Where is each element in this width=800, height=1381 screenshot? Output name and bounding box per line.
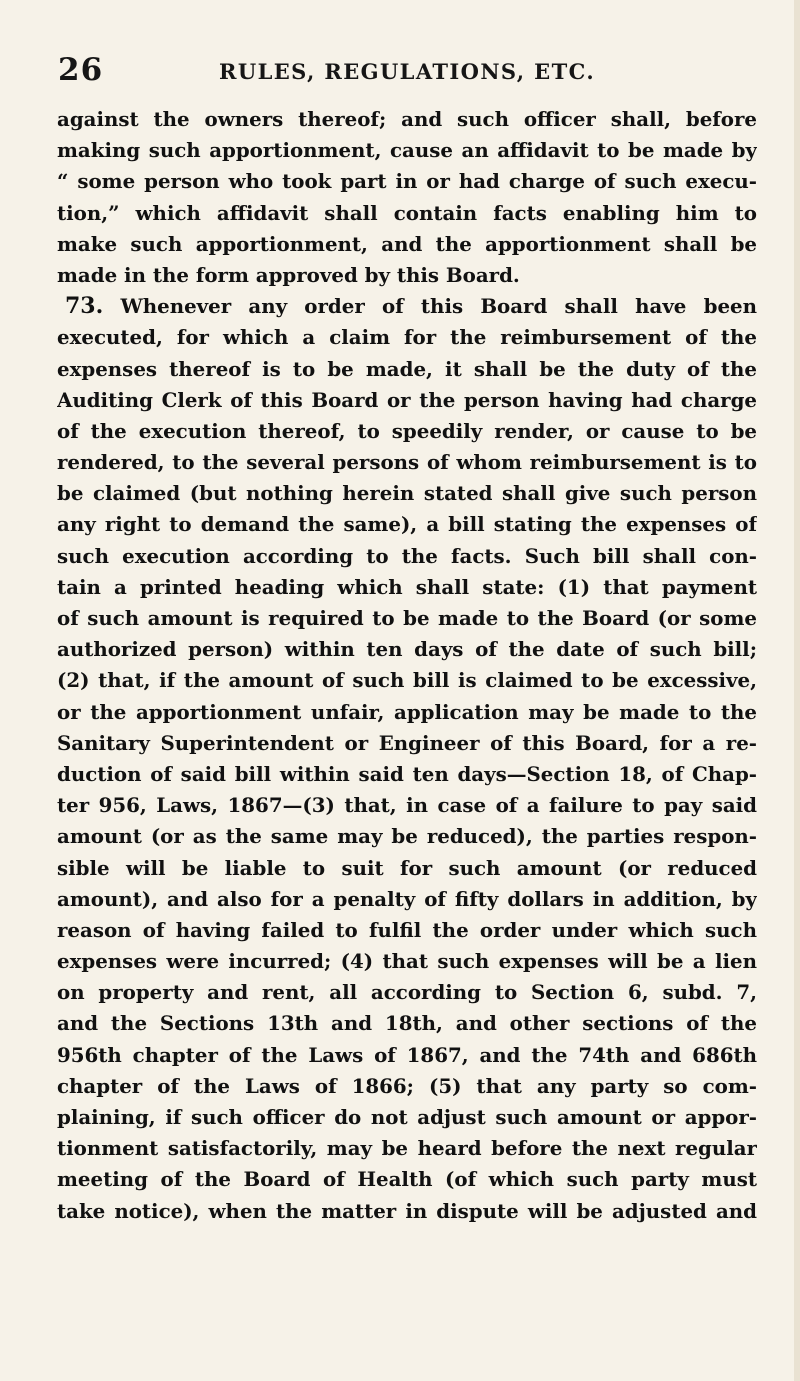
text-line: tion,” which affidavit shall contain facts enabling him to [57, 200, 757, 225]
text-line: amount), and also for a penalty of fifty dollars in addition, by [57, 886, 757, 911]
text-line: chapter of the Laws of 1866; (5) that any party so com- [57, 1073, 757, 1098]
text-line: reason of having failed to fulfil the order under which such [57, 917, 757, 942]
text-line: tionment satisfactorily, may be heard before the next regular [57, 1136, 757, 1161]
body-text [57, 104, 757, 1227]
text-line: duction of said bill within said ten days—Section 18, of Chap- [57, 761, 757, 786]
section-73-first-line [57, 291, 757, 322]
text-line: authorized person) within ten days of the date of such bill; [57, 637, 757, 662]
text-line: 956th chapter of the Laws of 1867, and the 74th and 686th [57, 1042, 757, 1067]
text-line: and the Sections 13th and 18th, and other sections of the [57, 1011, 757, 1036]
text-line: expenses thereof is to be made, it shall be the duty of the [57, 356, 757, 381]
text-line: Auditing Clerk of this Board or the person having had charge [57, 387, 757, 412]
text-line: such execution according to the facts. Such bill shall con- [57, 543, 757, 568]
text-line: on property and rent, all according to Section 6, subd. 7, [57, 980, 757, 1005]
text-line: or the apportionment unfair, application may be made to the [57, 699, 757, 724]
text-line: “ some person who took part in or had charge of such execu- [57, 169, 757, 194]
text-line: executed, for which a claim for the reimbursement of the [57, 325, 757, 350]
text-line: sible will be liable to suit for such amount (or reduced [57, 855, 757, 880]
page-header [58, 52, 758, 92]
page-number: 26 [58, 52, 104, 88]
text-line: any right to demand the same), a bill stating the expenses of [57, 512, 757, 537]
text-line: ter 956, Laws, 1867—(3) that, in case of a failure to pay said [57, 793, 757, 818]
text-line: Sanitary Superintendent or Engineer of this Board, for a re- [57, 730, 757, 755]
text-line: take notice), when the matter in dispute will be adjusted and [57, 1198, 757, 1223]
text-line: of the execution thereof, to speedily render, or cause to be [57, 418, 757, 443]
text-line: meeting of the Board of Health (of which such party must [57, 1167, 757, 1192]
text-line: (2) that, if the amount of such bill is claimed to be excessive, [57, 668, 757, 693]
text-line: expenses were incurred; (4) that such expenses will be a lien [57, 949, 757, 974]
text-line: Whenever any order of this Board shall have been [120, 294, 757, 319]
text-line: make such apportionment, and the apportionment shall be [57, 231, 757, 256]
text-line: rendered, to the several persons of whom reimbursement is to [57, 450, 757, 475]
running-head: RULES, REGULATIONS, ETC. [219, 59, 596, 84]
text-line: of such amount is required to be made to the Board (or some [57, 606, 757, 630]
text-line: against the owners thereof; and such officer shall, before [57, 107, 757, 131]
text-line: be claimed (but nothing herein stated shall give such person [57, 481, 757, 506]
text-line: plaining, if such officer do not adjust such amount or appor- [57, 1105, 757, 1129]
text-line: made in the form approved by this Board. [57, 262, 520, 287]
text-line: amount (or as the same may be reduced), the parties respon- [57, 824, 757, 849]
text-line: tain a printed heading which shall state: (1) that payment [57, 574, 757, 599]
text-line: making such apportionment, cause an affidavit to be made by [57, 138, 757, 163]
section-number: 73. [65, 293, 104, 320]
